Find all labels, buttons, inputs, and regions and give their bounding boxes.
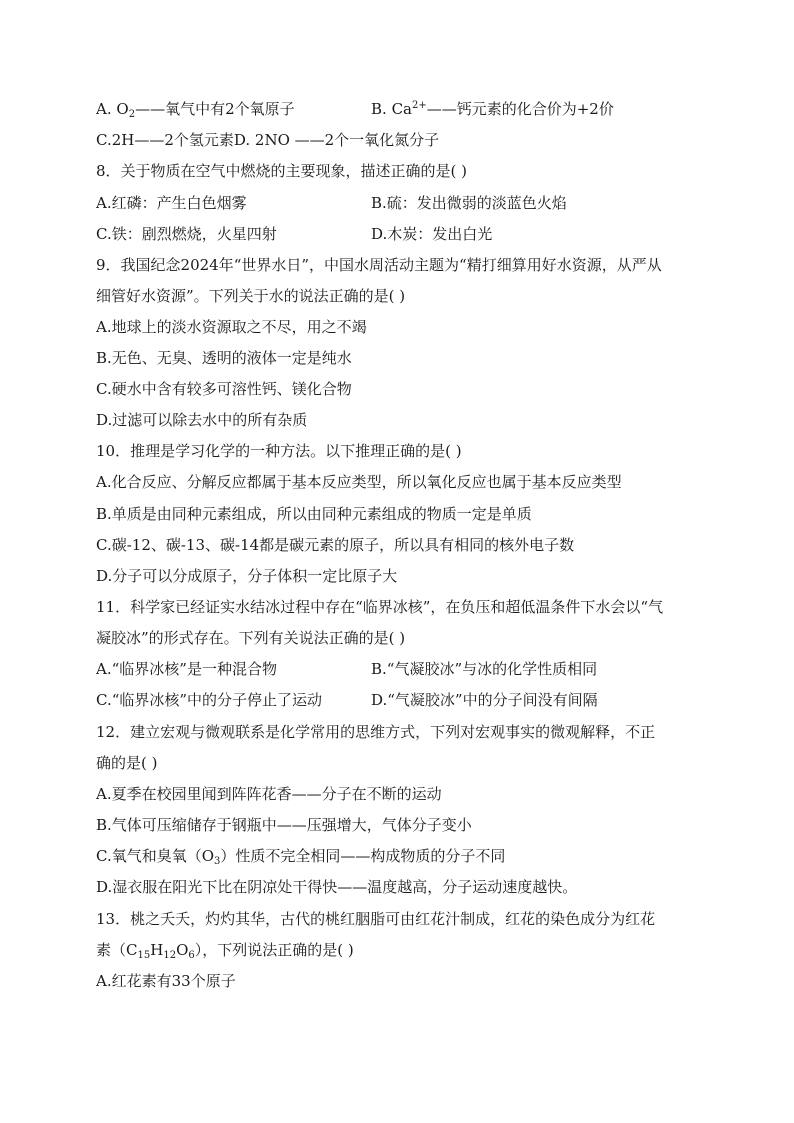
q10-option-c: C.碳-12、碳-13、碳-14都是碳元素的原子，所以具有相同的核外电子数 <box>96 536 575 554</box>
q7-options-cd: C.2H——2个氢元素D. 2NO ——2个一氧化氮分子 <box>96 131 440 149</box>
q12-stem-line2: 确的是( ) <box>96 754 158 772</box>
q7-option-a: A. $O_2——$氧气中有2个氧原子 <box>96 100 295 120</box>
q9-option-d: D.过滤可以除去水中的所有杂质 <box>96 411 308 429</box>
q8-option-c: C.铁：剧烈燃烧，火星四射 <box>96 225 277 243</box>
q13-option-a: A.红花素有33个原子 <box>96 972 236 990</box>
q10-option-b: B.单质是由同种元素组成，所以由同种元素组成的物质一定是单质 <box>96 505 532 523</box>
q11-options-ab <box>96 659 736 679</box>
q8-option-b: B.硫：发出微弱的淡蓝色火焰 <box>371 194 567 212</box>
q11-option-b: B.“气凝胶冰”与冰的化学性质相同 <box>371 660 598 678</box>
q8-options-cd <box>96 224 736 244</box>
q12-option-d: D.湿衣服在阳光下比在阴凉处干得快——温度越高，分子运动速度越快。 <box>96 878 578 896</box>
q11-stem-line2: 凝胶冰”的形式存在。下列有关说法正确的是( ) <box>96 629 406 647</box>
q9-stem-line2: 细管好水资源”。下列关于水的说法正确的是( ) <box>96 287 406 305</box>
q9-option-c: C.硬水中含有较多可溶性钙、镁化合物 <box>96 380 352 398</box>
q9-option-a: A.地球上的淡水资源取之不尽，用之不竭 <box>96 318 367 336</box>
q8-option-a: A.红磷：产生白色烟雾 <box>96 194 247 212</box>
q13-stem-line2: 素$(C_{15}H_{12}O_6)$，下列说法正确的是( ) <box>96 941 354 961</box>
q9-stem-line1: 9．我国纪念2024年“世界水日”，中国水周活动主题为“精打细算用好水资源，从严从 <box>96 256 662 274</box>
q13-stem-line1: 13．桃之夭夭，灼灼其华，古代的桃红胭脂可由红花汁制成，红花的染色成分为红花 <box>96 910 656 928</box>
q7-option-b: B. $Ca^{2+}——$钙元素的化合价为+2价 <box>371 100 614 118</box>
q7-options-ab <box>96 99 736 119</box>
q9-option-b: B.无色、无臭、透明的液体一定是纯水 <box>96 349 352 367</box>
q12-option-c: C.氧气和臭氧$(O_3)$性质不完全相同——构成物质的分子不同 <box>96 847 506 867</box>
q11-option-a: A.“临界冰核”是一种混合物 <box>96 660 277 678</box>
q10-option-d: D.分子可以分成原子，分子体积一定比原子大 <box>96 567 398 585</box>
q10-stem: 10．推理是学习化学的一种方法。以下推理正确的是( ) <box>96 442 462 460</box>
q11-option-d: D.“气凝胶冰”中的分子间没有间隔 <box>371 691 598 709</box>
q8-option-d: D.木炭：发出白光 <box>371 225 493 243</box>
q11-options-cd <box>96 690 736 710</box>
q12-option-b: B.气体可压缩储存于钢瓶中——压强增大，气体分子变小 <box>96 816 472 834</box>
q11-option-c: C.“临界冰核”中的分子停止了运动 <box>96 691 323 709</box>
q12-stem-line1: 12．建立宏观与微观联系是化学常用的思维方式，下列对宏观事实的微观解释，不正 <box>96 723 656 741</box>
q8-options-ab <box>96 193 736 213</box>
q11-stem-line1: 11．科学家已经证实水结冰过程中存在“临界冰核”，在负压和超低温条件下水会以“气 <box>96 598 664 616</box>
q10-option-a: A.化合反应、分解反应都属于基本反应类型，所以氧化反应也属于基本反应类型 <box>96 473 622 491</box>
q12-option-a: A.夏季在校园里闻到阵阵花香——分子在不断的运动 <box>96 785 442 803</box>
q8-stem: 8．关于物质在空气中燃烧的主要现象，描述正确的是( ) <box>96 162 468 180</box>
